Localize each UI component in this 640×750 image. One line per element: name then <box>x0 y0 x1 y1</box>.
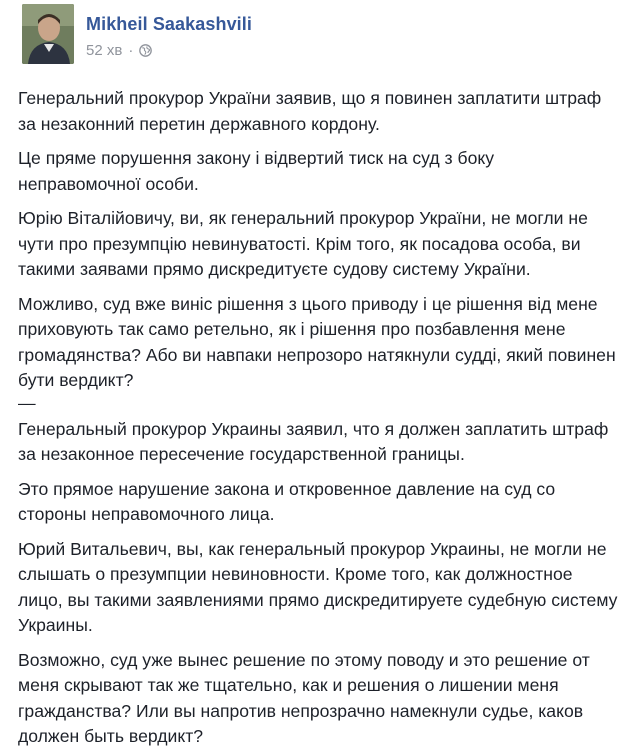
globe-icon[interactable] <box>139 44 152 57</box>
language-divider: — <box>18 392 36 413</box>
post-body <box>18 86 628 750</box>
post-timestamp[interactable]: 52 хв <box>86 42 123 59</box>
meta-separator: · <box>128 42 134 59</box>
post-paragraph: Це пряме порушення закону і відвертий тиск на суд з боку неправомочної особи. <box>18 148 495 194</box>
post-paragraph: Это прямое нарушение закона и откровенное давление на суд со стороны неправомочного лица. <box>18 478 556 524</box>
post-paragraph: Возможно, суд уже вынес решение по этому поводу и это решение от меня скрывают так же тщательно, как и решения о лишении меня гражданства? Или вы напротив непрозрачно намекнули судье, каков должен быть вердикт? <box>18 649 590 746</box>
post-paragraph: Юрий Витальевич, вы, как генеральный прокурор Украины, не могли не слышать о презумпции невиновности. Кроме того, как должностное лицо, вы такими заявлениями прямо дискредитируете судебную систему Украины. <box>18 538 618 635</box>
post-header <box>18 0 628 86</box>
author-avatar[interactable] <box>22 4 74 64</box>
post-paragraph: Юрію Віталійовичу, ви, як генеральний прокурор України, не могли не чути про презумпцію невинуватості. Крім того, як посадова особа, ви такими заявами прямо дискредитуєте судову систему України. <box>18 208 588 279</box>
post-paragraph: Можливо, суд вже виніс рішення з цього приводу і це рішення від мене приховують так само ретельно, як і рішення про позбавлення мене громадянства? Або ви навпаки непрозоро натякнули судді, який повинен бути вердикт? <box>18 293 616 390</box>
avatar-portrait-icon <box>22 4 74 64</box>
post-paragraph: Генеральный прокурор Украины заявил, что я должен заплатить штраф за незаконное пересечение государственной границы. <box>18 418 609 464</box>
post-meta <box>86 42 152 59</box>
post-paragraph: Генеральний прокурор України заявив, що я повинен заплатити штраф за незаконний перетин державного кордону. <box>18 88 602 134</box>
author-name-link[interactable]: Mikheil Saakashvili <box>86 14 252 34</box>
